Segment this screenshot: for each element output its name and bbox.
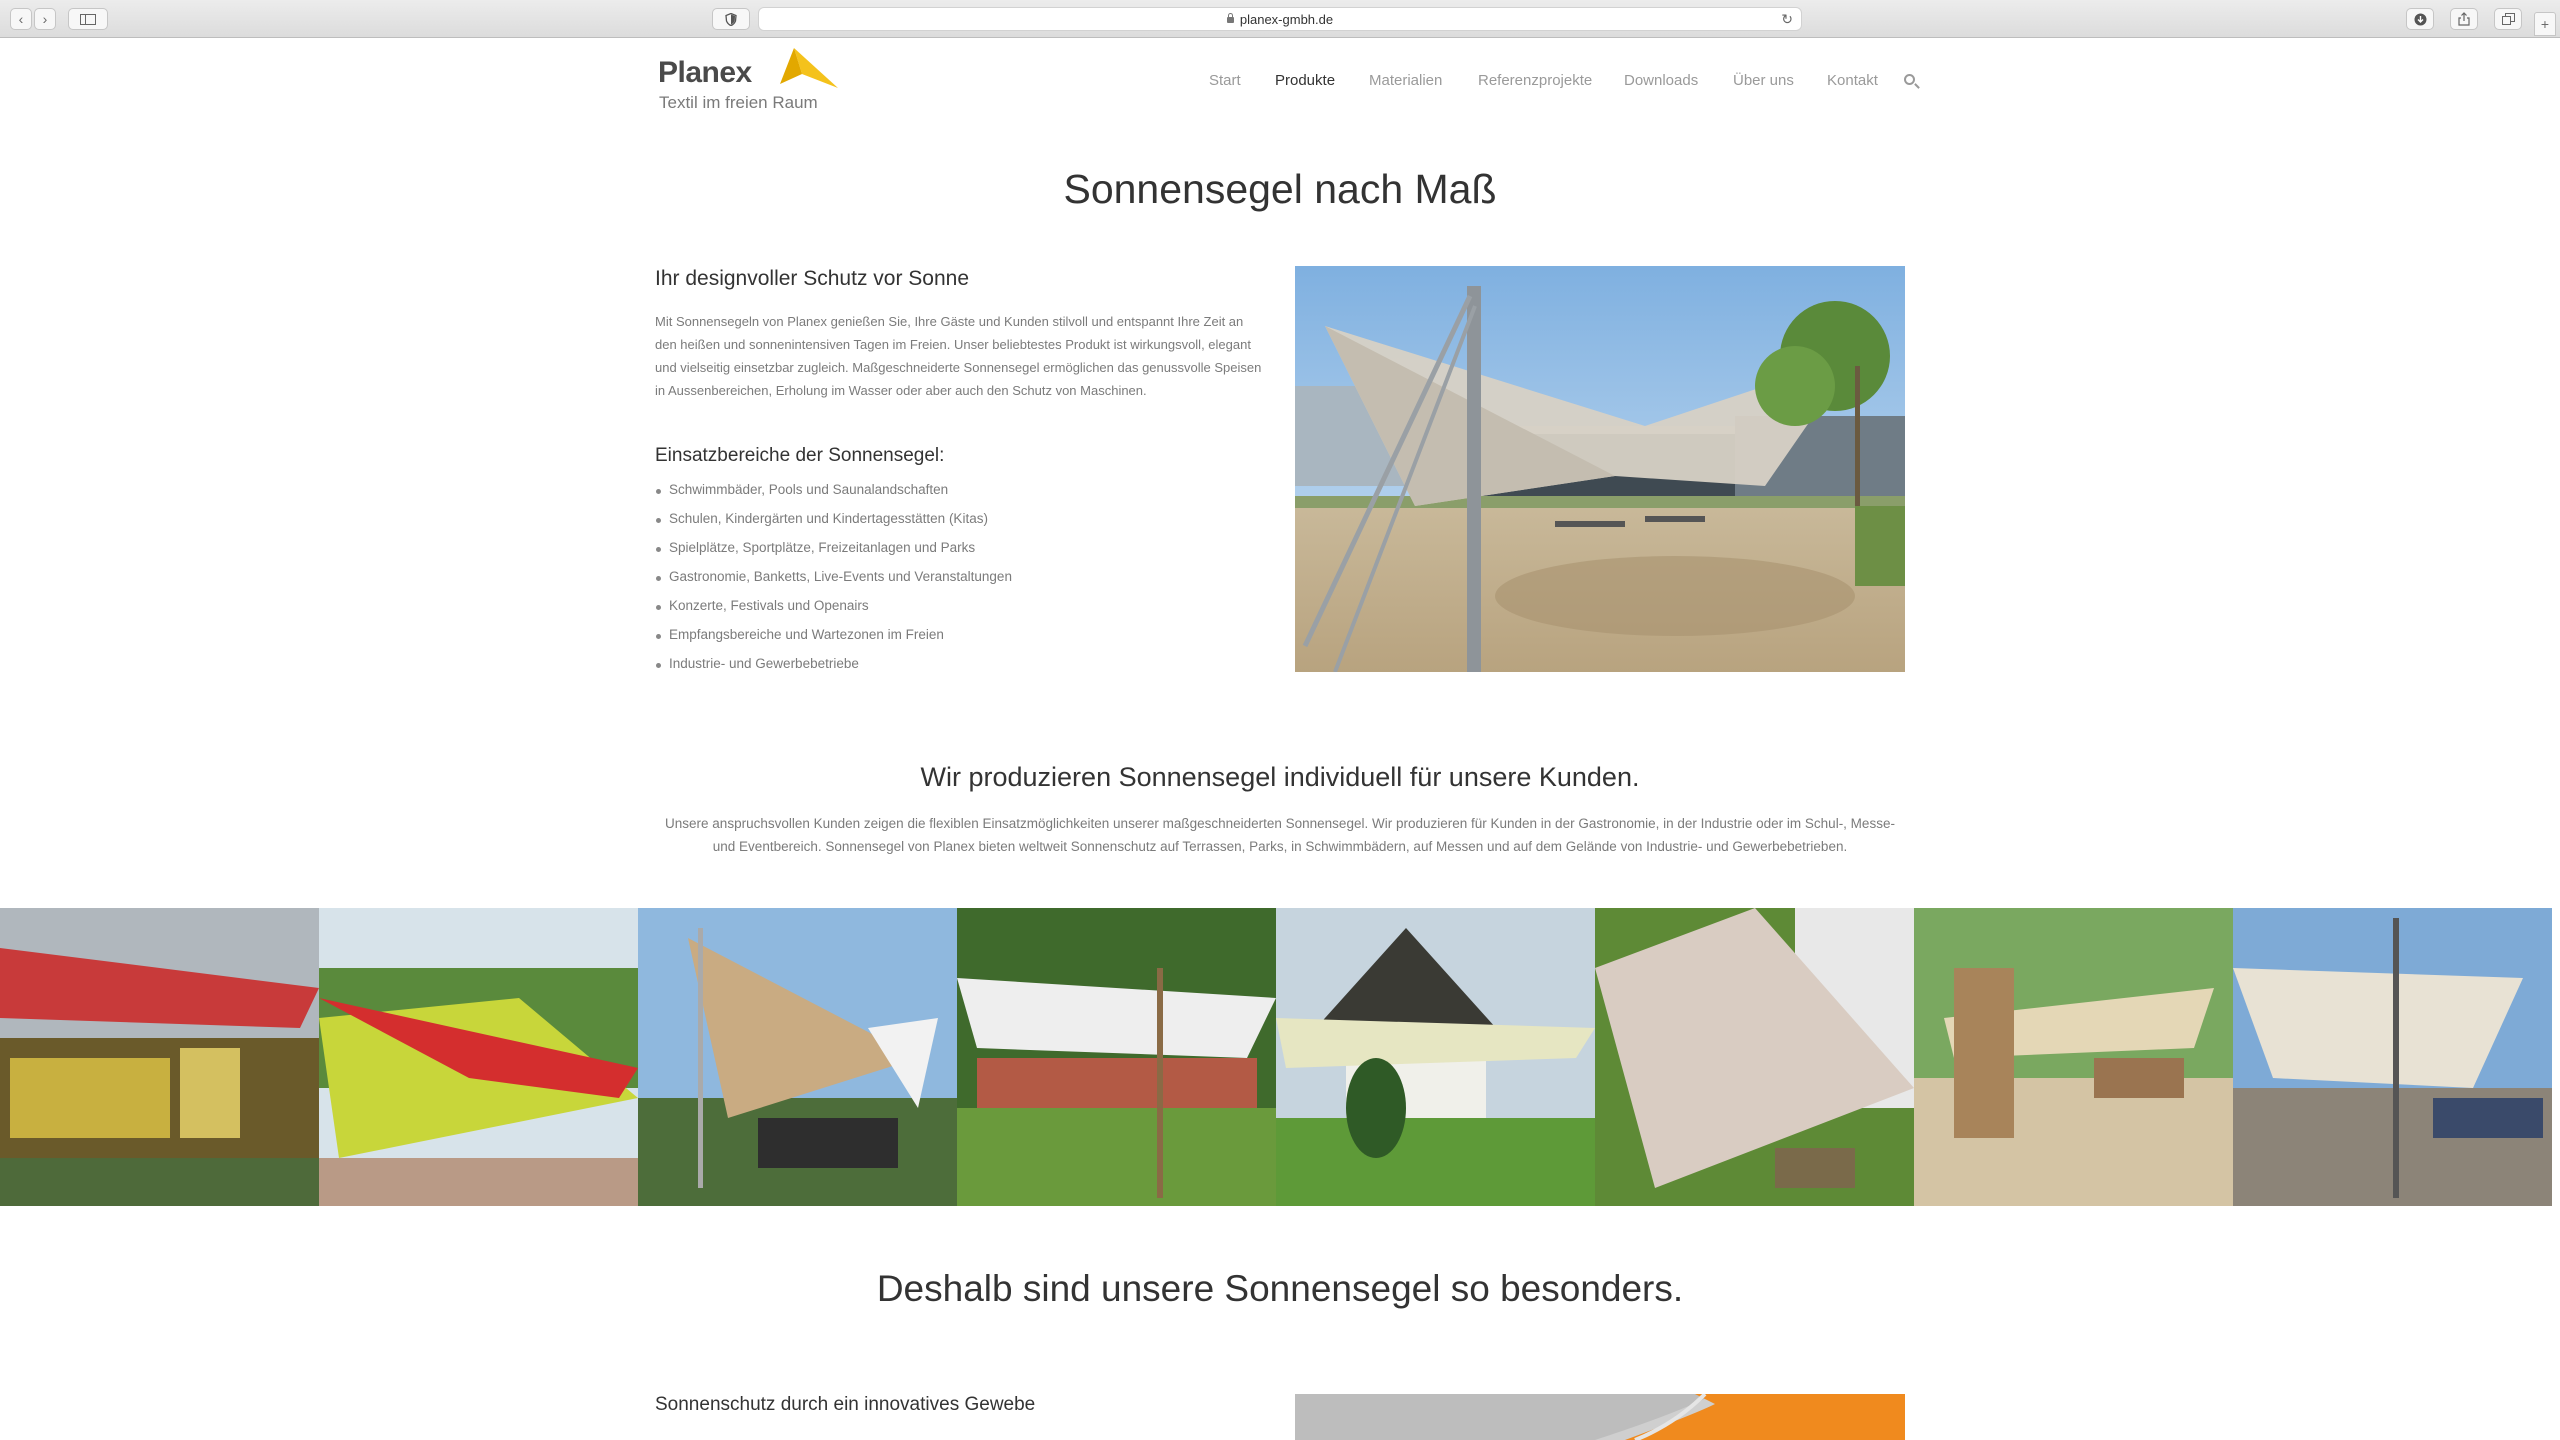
address-bar[interactable] (758, 7, 1802, 31)
reload-icon[interactable]: ↻ (1781, 11, 1793, 27)
download-icon[interactable] (2406, 8, 2434, 30)
url-text: planex-gmbh.de (1239, 12, 1334, 27)
page-title: Sonnensegel nach Maß (1063, 166, 1497, 212)
intro-text: Mit Sonnensegeln von Planex genießen Sie, Ihre Gäste und Kunden stilvoll und entspannt Ihre Zeit an den heißen und sonnenintensiven Tagen im Freien. Unser beliebtestes Produkt ist wirkungsvoll, elegant und vielseitig einsetzbar zugleich. Maßgeschneiderte Sonnensegel ermöglichen das genussvolle Speisen in Aussenbereichen, Erholung im Wasser oder aber auch den Schutz von Maschinen. (655, 314, 1262, 398)
list-item: Schwimmbäder, Pools und Saunalandschaften (655, 482, 1012, 511)
gallery-photo-7[interactable] (1914, 908, 2233, 1206)
gallery-photo-6[interactable] (1595, 908, 1914, 1206)
sidebar-icon[interactable] (68, 8, 108, 30)
nav-kontakt[interactable]: Kontakt (1827, 72, 1878, 89)
back-icon[interactable]: ‹ (10, 8, 32, 30)
nav-materialien[interactable]: Materialien (1369, 72, 1443, 89)
search-icon[interactable] (1904, 74, 1915, 85)
gallery-photo-4[interactable] (957, 908, 1276, 1206)
fabric-heading: Sonnenschutz durch ein innovatives Gewebe (655, 1394, 1036, 1415)
gallery-photo-5[interactable] (1276, 908, 1595, 1206)
nav-produkte[interactable]: Produkte (1275, 72, 1336, 89)
uses-heading: Einsatzbereiche der Sonnensegel: (655, 445, 945, 466)
customers-text-line-2: und Eventbereich. Sonnensegel von Planex bieten weltweit Sonnenschutz auf Terrassen, Parks, in Schwimmbädern, auf Messen und auf dem Gelände von Industrie- und Gewerbebetrieben. (712, 839, 1848, 854)
gallery-photo-2[interactable] (319, 908, 638, 1206)
lock-icon (1227, 17, 1234, 23)
logo-sail-icon (780, 48, 840, 90)
customers-heading: Wir produzieren Sonnensegel individuell für unsere Kunden. (920, 762, 1640, 792)
list-item: Industrie- und Gewerbebetriebe (655, 656, 1012, 685)
fabric-photo (1295, 1394, 1905, 1440)
logo[interactable] (658, 48, 838, 118)
gallery-photo-1[interactable] (0, 908, 319, 1206)
intro-heading: Ihr designvoller Schutz vor Sonne (655, 267, 970, 290)
list-item: Gastronomie, Banketts, Live-Events und Veranstaltungen (655, 569, 1012, 598)
gallery-photo-3[interactable] (638, 908, 957, 1206)
gallery-photo-8[interactable] (2233, 908, 2552, 1206)
special-heading: Deshalb sind unsere Sonnensegel so besonders. (876, 1268, 1684, 1309)
browser-toolbar (0, 0, 2560, 38)
new-tab-icon[interactable]: + (2534, 12, 2556, 36)
share-icon[interactable] (2450, 8, 2478, 30)
customers-text-line-1: Unsere anspruchsvollen Kunden zeigen die flexiblen Einsatzmöglichkeiten unserer maßgeschneiderten Sonnensegel. Wir produzieren für Kunden in der Gastronomie, in der Industrie oder im Schul-, Messe- (665, 816, 1895, 831)
logo-tagline: Textil im freien Raum (659, 93, 818, 112)
nav-ueber-uns[interactable]: Über uns (1733, 72, 1794, 89)
nav-downloads[interactable]: Downloads (1624, 72, 1699, 89)
customers-text (640, 812, 1920, 858)
list-item: Empfangsbereiche und Wartezonen im Freien (655, 627, 1012, 656)
tabs-icon[interactable] (2494, 8, 2522, 30)
list-item: Schulen, Kindergärten und Kindertagesstätten (Kitas) (655, 511, 1012, 540)
sunsail-photo (1295, 266, 1905, 672)
reference-gallery (0, 908, 2560, 1206)
list-item: Spielplätze, Sportplätze, Freizeitanlagen und Parks (655, 540, 1012, 569)
logo-name: Planex (658, 56, 752, 89)
shield-icon[interactable] (712, 8, 750, 30)
uses-list (655, 482, 1012, 685)
nav-referenzprojekte[interactable]: Referenzprojekte (1478, 72, 1593, 89)
list-item: Konzerte, Festivals und Openairs (655, 598, 1012, 627)
nav-start[interactable]: Start (1209, 72, 1241, 89)
forward-icon[interactable]: › (34, 8, 56, 30)
